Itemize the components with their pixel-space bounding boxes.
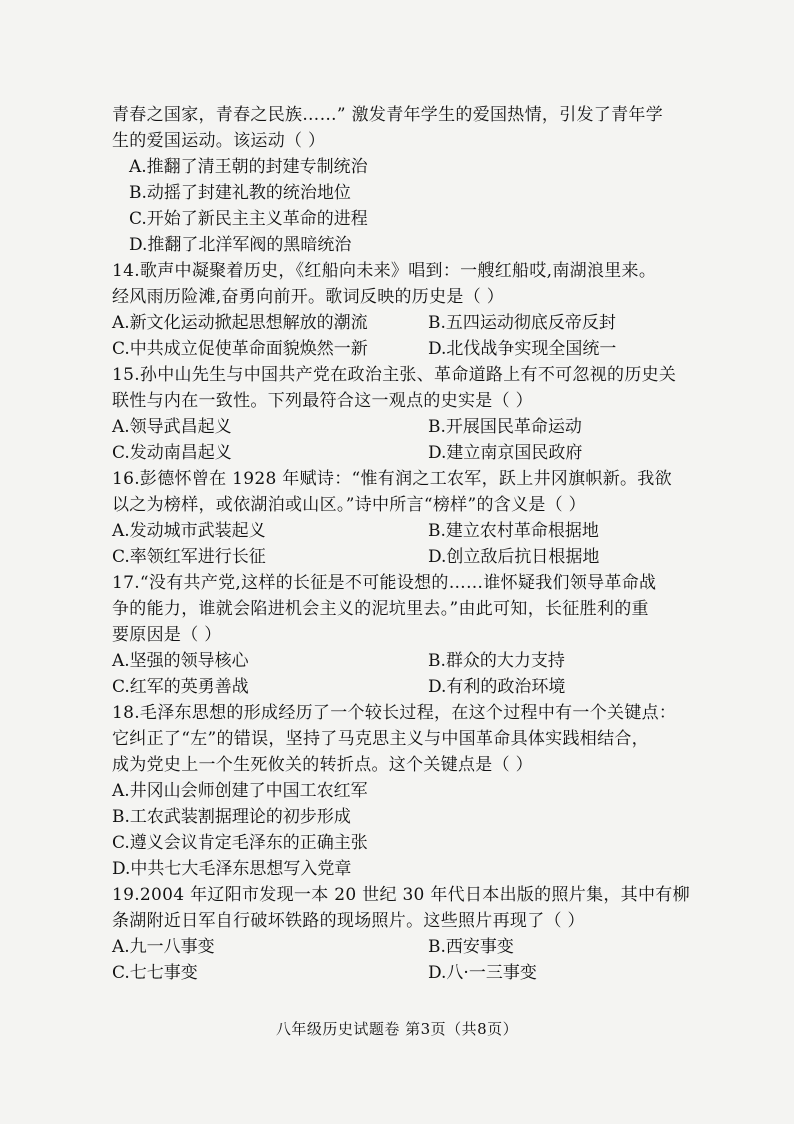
q17-options-row-1 [112,649,712,675]
q19-options-row-1 [112,935,712,961]
q14-option-b: B.五四运动彻底反帝反封 [428,313,616,333]
q19-option-a: A.九一八事变 [112,937,215,957]
q19-line-2: 条湖附近日军自行破坏铁路的现场照片。这些照片再现了（ ） [112,911,585,931]
q16-options-row-1 [112,519,712,545]
q18-option-a: A.井冈山会师创建了中国工农红军 [112,781,368,801]
q17-option-d: D.有利的政治环境 [428,677,566,697]
q16-option-d: D.创立敌后抗日根据地 [428,547,600,567]
q18-option-c: C.遵义会议肯定毛泽东的正确主张 [112,833,368,853]
q13-line-2: 生的爱国运动。该运动（ ） [112,131,326,151]
q18-option-d: D.中共七大毛泽东思想写入党章 [112,859,352,879]
q14-option-d: D.北伐战争实现全国统一 [428,339,617,359]
q14-line-1: 14.歌声中凝聚着历史，《红船向未来》唱到：一艘红船哎,南湖浪里来。 [112,261,657,281]
q17-line-1: 17.“没有共产党,这样的长征是不可能设想的……谁怀疑我们领导革命战 [112,573,657,593]
question-area [112,103,712,987]
q17-line-2: 争的能力，谁就会陷进机会主义的泥坑里去。”由此可知，长征胜利的重 [112,599,649,619]
q14-option-c: C.中共成立促使革命面貌焕然一新 [112,339,368,359]
q16-option-c: C.率领红军进行长征 [112,547,266,567]
q16-option-b: B.建立农村革命根据地 [428,521,599,541]
q18-option-b: B.工农武装割据理论的初步形成 [112,807,351,827]
q14-options-row-1 [112,311,712,337]
q15-option-b: B.开展国民革命运动 [428,417,582,437]
q14-option-a: A.新文化运动掀起思想解放的潮流 [112,313,368,333]
q14-options-row-2 [112,337,712,363]
q18-line-1: 18.毛泽东思想的形成经历了一个较长过程，在这个过程中有一个关键点： [112,703,677,723]
q13-option-c: C.开始了新民主主义革命的进程 [129,209,368,229]
q19-option-c: C.七七事变 [112,963,198,983]
page-footer: 八年级历史试题卷 第3页（共8页） [275,1020,519,1038]
q17-option-c: C.红军的英勇善战 [112,677,249,697]
q17-option-b: B.群众的大力支持 [428,651,565,671]
q16-option-a: A.发动城市武装起义 [112,521,266,541]
q17-options-row-2 [112,675,712,701]
q13-option-d: D.推翻了北洋军阀的黑暗统治 [129,235,352,255]
q19-option-b: B.西安事变 [428,937,514,957]
q15-options-row-1 [112,415,712,441]
q19-line-1: 19.2004 年辽阳市发现一本 20 世纪 30 年代日本出版的照片集，其中有柳 [112,885,690,905]
q14-line-2: 经风雨历险滩,奋勇向前开。歌词反映的历史是（ ） [112,287,505,307]
q17-line-3: 要原因是（ ） [112,625,222,645]
q19-option-d: D.八·一三事变 [428,963,537,983]
q16-line-1: 16.彭德怀曾在 1928 年赋诗：“惟有润之工农军，跃上井冈旗帜新。我欲 [112,469,672,489]
q15-option-d: D.建立南京国民政府 [428,443,583,463]
q19-options-row-2 [112,961,712,987]
q15-options-row-2 [112,441,712,467]
q15-option-c: C.发动南昌起义 [112,443,232,463]
q13-option-b: B.动摇了封建礼教的统治地位 [129,183,351,203]
q18-line-3: 成为党史上一个生死攸关的转折点。这个关键点是（ ） [112,755,533,775]
q17-option-a: A.坚强的领导核心 [112,651,249,671]
q15-option-a: A.领导武昌起义 [112,417,232,437]
q13-line-1: 青春之国家，青春之民族……” 激发青年学生的爱国热情，引发了青年学 [112,105,663,125]
q18-line-2: 它纠正了“左”的错误，坚持了马克思主义与中国革命具体实践相结合， [112,729,649,749]
q13-option-a: A.推翻了清王朝的封建专制统治 [129,157,368,177]
q16-options-row-2 [112,545,712,571]
q15-line-2: 联性与内在一致性。下列最符合这一观点的史实是（ ） [112,391,533,411]
q16-line-2: 以之为榜样，或依湖泊或山区。”诗中所言“榜样”的含义是（ ） [112,495,586,515]
q15-line-1: 15.孙中山先生与中国共产党在政治主张、革命道路上有不可忽视的历史关 [112,365,677,385]
